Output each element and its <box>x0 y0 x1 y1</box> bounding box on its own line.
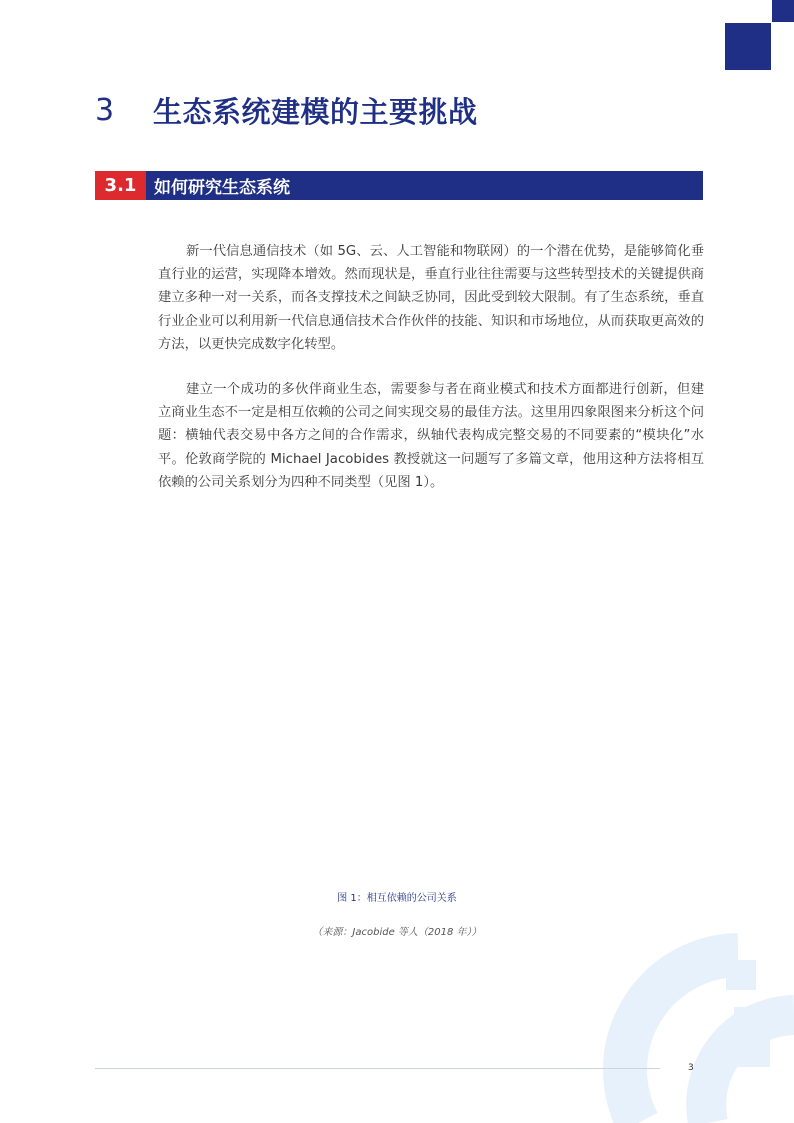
corner-decoration-small <box>772 0 794 22</box>
body-text <box>158 240 704 516</box>
brand-watermark-graphic <box>508 915 794 1123</box>
chapter-heading <box>95 88 478 132</box>
paragraph: 新一代信息通信技术（如 5G、云、人工智能和物联网）的一个潜在优势，是能够简化垂直行业的运营，实现降本增效。然而现状是，垂直行业往往需要与这些转型技术的关键提供商建立多种一对一关系，而各支撑技术之间缺乏协同，因此受到较大限制。有了生态系统，垂直行业企业可以利用新一代信息通信技术合作伙伴的技能、知识和市场地位，从而获取更高效的方法，以更快完成数字化转型。 <box>158 244 704 352</box>
figure-source: （来源：Jacobide 等人（2018 年）） <box>312 927 482 938</box>
chapter-number: 3 <box>95 92 115 128</box>
corner-decoration-large <box>725 23 771 70</box>
figure-caption: 图 1：相互依赖的公司关系 <box>337 893 457 904</box>
section-title: 如何研究生态系统 <box>154 178 290 198</box>
page-number: 3 <box>688 1063 694 1073</box>
footer-divider <box>95 1068 660 1069</box>
paragraph: 建立一个成功的多伙伴商业生态，需要参与者在商业模式和技术方面都进行创新，但建立商业生态不一定是相互依赖的公司之间实现交易的最佳方法。这里用四象限图来分析这个问题：横轴代表交易中各方之间的合作需求，纵轴代表构成完整交易的不同要素的“模块化”水平。伦敦商学院的 Michael Jacobides 教授就这一问题写了多篇文章，他用这种方法将相互依赖的公司关系划分为四种不同类型（见图 1）。 <box>158 382 704 490</box>
section-number: 3.1 <box>95 171 146 200</box>
chapter-title: 生态系统建模的主要挑战 <box>153 94 478 129</box>
section-heading-bar <box>95 171 703 200</box>
